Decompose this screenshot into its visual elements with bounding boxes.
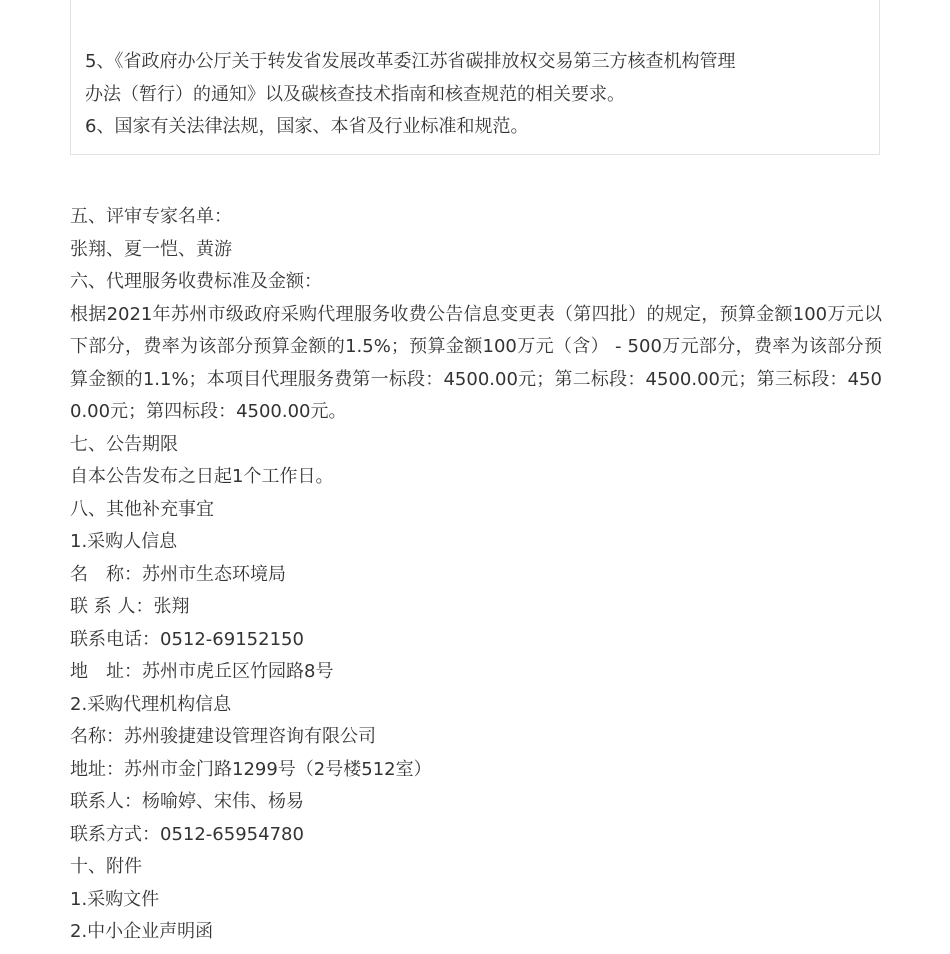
purchaser-name: 名 称：苏州市生态环境局 — [70, 563, 286, 585]
attachment-item[interactable]: 1.采购文件 — [70, 888, 160, 910]
agency-phone: 联系方式：0512-65954780 — [70, 823, 304, 845]
fees-body: 根据2021年苏州市级政府采购代理服务收费公告信息变更表（第四批）的规定，预算金额100万元以下部分，费率为该部分预算金额的1.5%；预算金额100万元（含） - 500万元部分，费率为该部分预算金额的1.1%；本项目代理服务费第一标段：4500.00元；第二标段：4500.00元；第三标段：4500.00元；第四标段：4500.00元。 — [70, 303, 882, 422]
basis-item-5-line-2: 办法（暂行）的通知》以及碳核查技术指南和核查规范的相关要求。 — [85, 83, 625, 105]
fees-heading: 六、代理服务收费标准及金额： — [70, 271, 322, 292]
period-heading: 七、公告期限 — [70, 433, 178, 455]
purchaser-contact: 联 系 人：张翔 — [70, 596, 190, 617]
attachment-item[interactable]: 2.中小企业声明函 — [70, 921, 214, 942]
agency-name: 名称：苏州骏捷建设管理咨询有限公司 — [70, 726, 376, 747]
basis-item-6: 6、国家有关法律法规，国家、本省及行业标准和规范。 — [85, 116, 529, 137]
experts-heading: 五、评审专家名单： — [70, 206, 232, 227]
purchaser-heading: 1.采购人信息 — [70, 531, 178, 552]
other-heading: 八、其他补充事宜 — [70, 498, 214, 520]
basis-item-5-line-1: 5、《省政府办公厅关于转发省发展改革委江苏省碳排放权交易第三方核查机构管理 — [85, 51, 736, 72]
basis-list-box — [70, 0, 880, 155]
agency-contacts: 联系人：杨喻婷、宋伟、杨易 — [70, 791, 304, 812]
purchaser-address: 地 址：苏州市虎丘区竹园路8号 — [70, 661, 334, 682]
period-body: 自本公告发布之日起1个工作日。 — [70, 466, 334, 487]
experts-names: 张翔、夏一恺、黄游 — [70, 238, 232, 260]
announcement-body — [70, 201, 882, 949]
agency-address: 地址：苏州市金门路1299号（2号楼512室） — [70, 758, 432, 780]
agency-heading: 2.采购代理机构信息 — [70, 693, 232, 715]
purchaser-phone: 联系电话：0512-69152150 — [70, 628, 304, 650]
attachments-heading: 十、附件 — [70, 856, 142, 877]
